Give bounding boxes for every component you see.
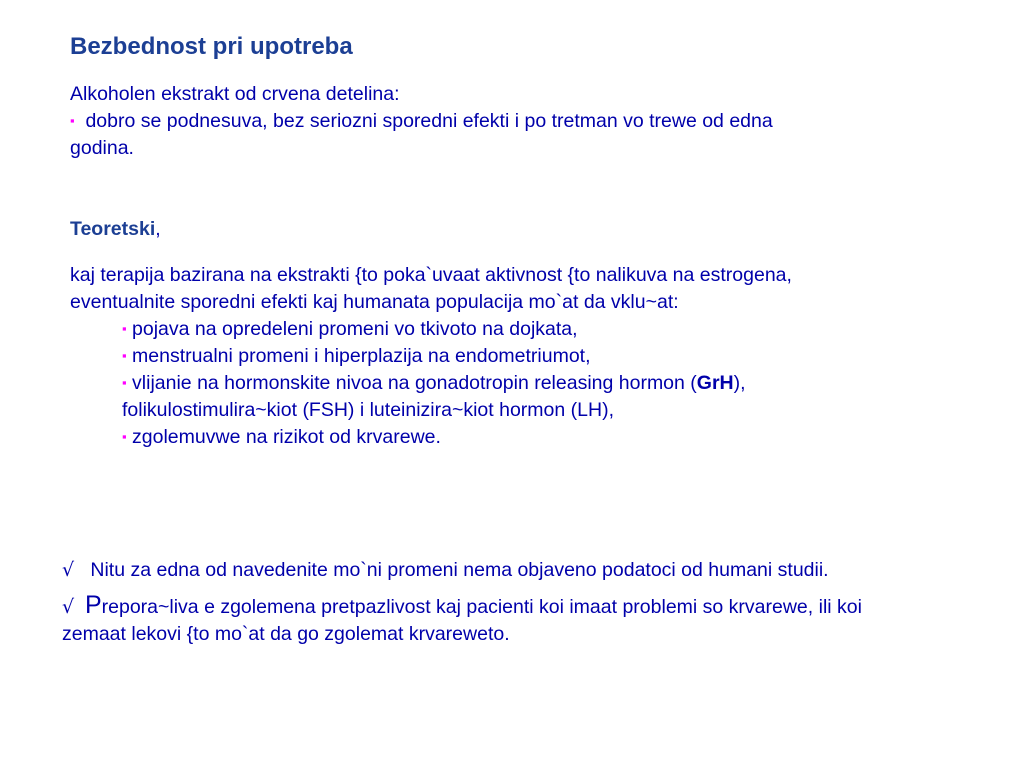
bullet-item (122, 370, 746, 398)
bullet-item (122, 316, 578, 344)
bullet-text-end: ), (733, 372, 746, 394)
note-initial: P (84, 591, 102, 619)
paragraph-line: eventualnite sporedni efekti kaj humanata populacija mo`at da vklu~at: (70, 291, 679, 313)
bullet-bold-text: GrH (696, 372, 734, 394)
bullet-item (122, 343, 591, 371)
bullet-continuation: godina. (70, 137, 134, 159)
paragraph-line: kaj terapija bazirana na ekstrakti {to poka`uvaat aktivnost {to nalikuva na estrogena, (70, 264, 792, 286)
bullet-text: zgolemuvwe na rizikot od krvarewe. (132, 426, 441, 448)
bullet-icon: ▪ (122, 348, 127, 363)
bullet-text: vlijanie na hormonskite nivoa na gonadotropin releasing hormon ( (132, 372, 697, 394)
bullet-icon: ▪ (122, 429, 127, 444)
bullet-icon: ▪ (70, 113, 75, 128)
note-item (62, 592, 862, 621)
bullet-text: pojava na opredeleni promeni vo tkivoto na dojkata, (132, 318, 578, 340)
bullet-continuation: folikulostimulira~kiot (FSH) i luteinizira~kiot hormon (LH), (122, 399, 614, 421)
section-heading (70, 216, 161, 243)
note-continuation: zemaat lekovi {to mo`at da go zgolemat krvareweto. (62, 623, 510, 645)
bullet-item (70, 108, 773, 136)
bullet-icon: ▪ (122, 375, 127, 390)
note-text: repora~liva e zgolemena pretpazlivost kaj pacienti koi imaat problemi so krvarewe, ili koi (101, 596, 862, 618)
bullet-text: menstrualni promeni i hiperplazija na endometriumot, (132, 345, 591, 367)
note-item (62, 557, 829, 584)
checkmark-icon: √ (62, 559, 75, 581)
intro-text: Alkoholen ekstrakt od crvena detelina: (70, 83, 400, 105)
slide-title: Bezbednost pri upotreba (70, 33, 353, 60)
bullet-item (122, 424, 441, 452)
heading-punct: , (155, 218, 161, 240)
checkmark-icon: √ (62, 596, 75, 618)
heading-text: Teoretski (70, 218, 156, 240)
bullet-text: dobro se podnesuva, bez seriozni sporedni efekti i po tretman vo trewe od edna (85, 110, 773, 132)
note-text: Nitu za edna od navedenite mo`ni promeni nema objaveno podatoci od humani studii. (90, 559, 829, 581)
bullet-icon: ▪ (122, 321, 127, 336)
